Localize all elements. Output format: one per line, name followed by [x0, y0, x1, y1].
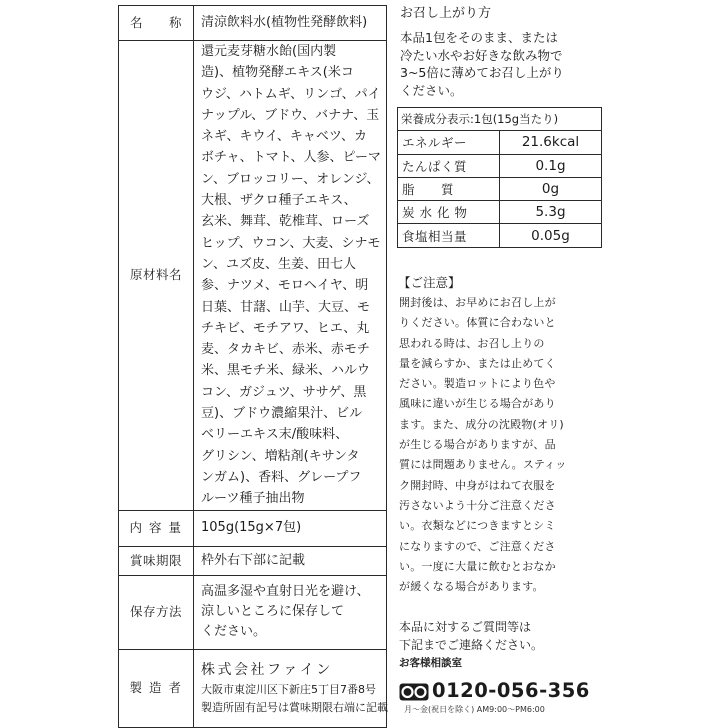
ingredients-line: ナップル、ブドウ、バナナ、玉	[201, 107, 380, 123]
ingredients-line: ヒップ、ウコン、大麦、シナモ	[201, 235, 381, 251]
phone-number[interactable]: 0120-056-356	[432, 679, 590, 702]
nutrition-caption: 栄養成分表示:1包(15g当たり)	[398, 108, 602, 131]
how-to-text	[400, 29, 608, 99]
ingredients-line: 麦、タカキビ、赤米、赤モチ	[201, 342, 370, 358]
ingredients-line: 玄米、舞茸、乾椎茸、ローズ	[201, 214, 370, 230]
caution-line: りください。体質に合わないと	[399, 316, 556, 330]
nutrition-row	[398, 154, 602, 177]
how-to-line: 本品1包をそのまま、または	[400, 30, 558, 45]
maker-header: 製 造 者	[119, 649, 194, 727]
caution-line: 風味に違いが生じる場合があり	[399, 397, 556, 411]
expiry-header: 賞味期限	[119, 546, 194, 575]
ingredients-line: ルーツ種子抽出物	[201, 491, 305, 507]
caution-line: になりますので、ご注意くださ	[399, 539, 556, 553]
nutrient-value: 5.3g	[500, 201, 602, 224]
inquiry-line: 下記までご連絡ください。	[399, 637, 544, 652]
caution-line: い。一度に大量に飲むとおなか	[399, 559, 556, 573]
ingredients-line: ボチャ、トマト、人参、ピーマ	[201, 150, 381, 166]
nutrition-row	[398, 201, 602, 224]
how-to-line: ください。	[400, 82, 463, 98]
nutrient-name: たんぱく質	[398, 154, 500, 177]
product-label-table	[118, 5, 387, 728]
how-to-line: 冷たい水やお好きな飲み物で	[400, 47, 563, 63]
inquiry-line: 本品に対するご質問等は	[399, 620, 532, 634]
ingredients-value	[194, 41, 387, 511]
nutrient-value: 0.05g	[500, 224, 602, 247]
caution-line: い。衣類などにつきますとシミ	[399, 519, 556, 533]
how-to-title: お召し上がり方	[400, 6, 492, 21]
caution-line: 思われる時は、お召し上りの	[399, 336, 545, 350]
maker-company-name: 株式会社ファイン	[201, 662, 333, 679]
ingredients-line: ネギ、キウイ、キャベツ、カ	[201, 129, 368, 145]
ingredients-line: ンガム)、香料、グレープフ	[201, 469, 362, 485]
ingredients-line: 造)、植物発酵エキス(米コ	[201, 65, 354, 81]
caution-line: 汚さないよう十分ご注意くださ	[399, 498, 556, 512]
name-value: 清涼飲料水(植物性発酵飲料)	[194, 6, 387, 41]
ingredients-line: 還元麦芽糖水飴(国内製	[201, 44, 337, 59]
maker-facility-note: 製造所固有記号は賞味期限右端に記載	[201, 701, 388, 715]
ingredients-header: 原材料名	[119, 41, 194, 511]
caution-line: が緩くなる場合があります。	[399, 580, 544, 594]
nutrient-name: 炭 水 化 物	[398, 201, 500, 224]
nutrient-value: 0.1g	[500, 154, 602, 177]
storage-line: 涼しいところに保存して	[201, 604, 345, 620]
customer-desk-label: お客様相談室	[399, 657, 462, 669]
nutrition-row	[398, 177, 602, 200]
ingredients-line: ウジ、ハトムギ、リンゴ、パイ	[201, 86, 381, 102]
caution-title: 【ご注意】	[398, 275, 461, 290]
ingredients-line: 参、ナツメ、モロヘイヤ、明	[201, 278, 369, 294]
nutrition-row	[398, 131, 602, 154]
caution-text	[399, 293, 604, 597]
caution-line: が生じる場合がありますが、品	[399, 438, 556, 452]
storage-line: 高温多湿や直射日光を避け、	[201, 584, 370, 600]
ingredients-line: 大根、ザクロ種子エキス、	[201, 193, 357, 209]
ingredients-line: ン、ユズ皮、生姜、田七人	[201, 256, 356, 272]
nutrient-name: 脂 質	[398, 177, 500, 200]
storage-value	[194, 575, 387, 649]
nutrient-name: エネルギー	[398, 131, 500, 154]
content-header: 内 容 量	[119, 510, 194, 546]
storage-header: 保存方法	[119, 575, 194, 649]
ingredients-line: ベリーエキス末/酸味料、	[201, 427, 349, 443]
ingredients-line: チキビ、モチアワ、ヒエ、丸	[201, 320, 370, 336]
ingredients-line: コン、ガジュツ、ササゲ、黒	[201, 384, 367, 400]
nutrient-value: 21.6kcal	[500, 131, 602, 154]
maker-value	[194, 649, 387, 727]
caution-line: 量を減らすか、または止めてく	[399, 356, 556, 370]
name-header: 名 称	[119, 6, 194, 41]
caution-line: ます。また、成分の沈殿物(オリ)	[399, 417, 564, 431]
how-to-line: 3~5倍に薄めてお召し上がり	[400, 65, 564, 80]
ingredients-line: 米、黒モチ米、緑米、ハルウ	[201, 363, 371, 379]
content-value: 105g(15g×7包)	[194, 510, 387, 546]
ingredients-line: ン、ブロッコリー、オレンジ、	[201, 171, 380, 187]
expiry-value: 枠外右下部に記載	[194, 546, 387, 575]
storage-line: ください。	[201, 624, 267, 640]
inquiry-text	[399, 619, 607, 654]
nutrient-name: 食塩相当量	[398, 224, 500, 247]
nutrition-table	[397, 107, 602, 248]
ingredients-line: 日葉、甘藷、山芋、大豆、モ	[201, 299, 371, 315]
nutrient-value: 0g	[500, 177, 602, 200]
maker-address: 大阪市東淀川区下新庄5丁目7番8号	[201, 683, 376, 697]
ingredients-line: 豆)、ブドウ濃縮果汁、ビル	[201, 406, 363, 422]
caution-line: 質には問題ありません。スティッ	[399, 458, 567, 472]
caution-line: ク開封時、中身がはねて衣服を	[399, 478, 556, 492]
nutrition-row	[398, 224, 602, 247]
caution-line: ださい。製造ロットにより色や	[399, 377, 556, 391]
ingredients-line: グリシン、増粘剤(キサンタ	[201, 448, 360, 464]
caution-line: 開封後は、お早めにお召し上が	[399, 296, 556, 309]
free-dial-icon	[399, 683, 429, 701]
business-hours: 月〜金(祝日を除く) AM9:00〜PM6:00	[404, 705, 545, 714]
